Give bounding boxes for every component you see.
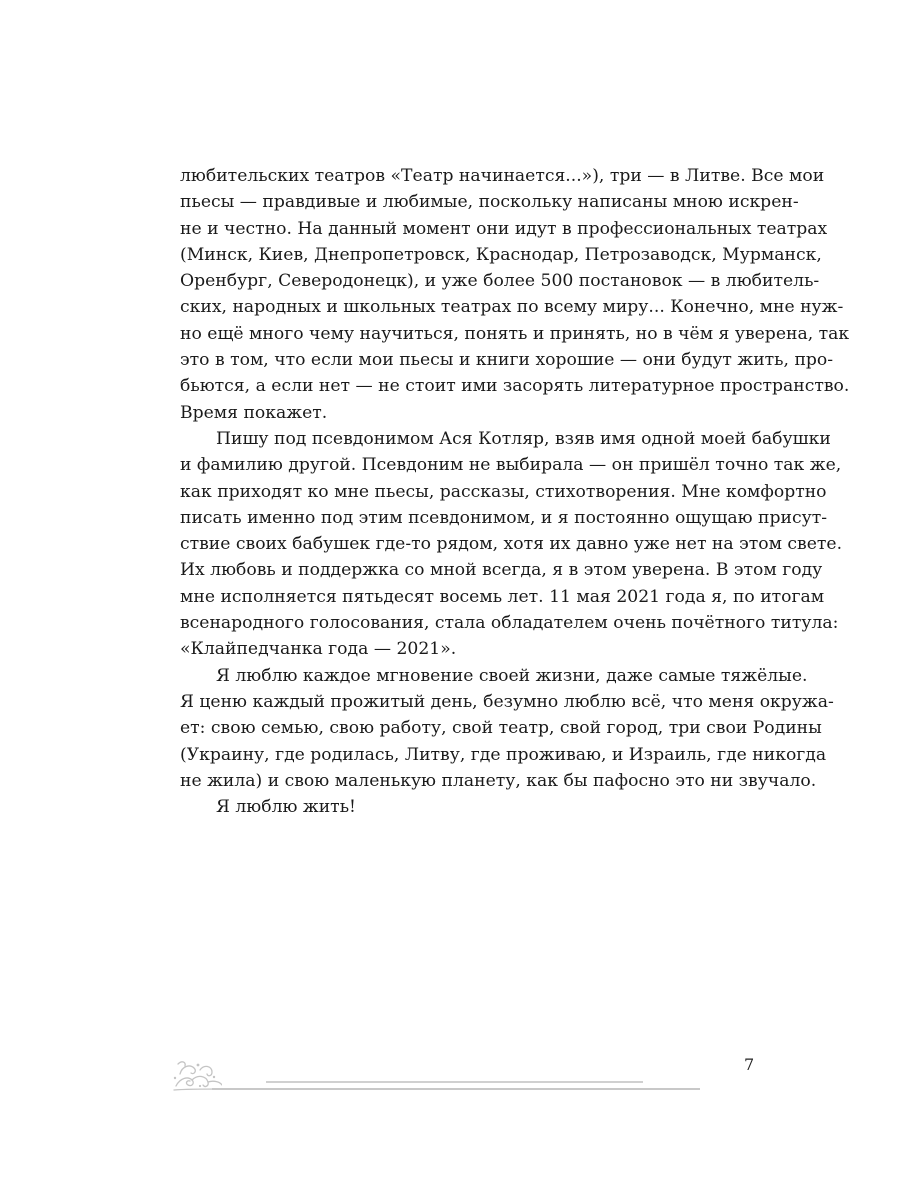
floral-ornament-icon — [170, 1056, 222, 1092]
text-line: ствие своих бабушек где-то рядом, хотя их давно уже нет на этом свете. — [180, 534, 843, 555]
text-line: это в том, что если мои пьесы и книги хорошие — они будут жить, про- — [180, 350, 834, 371]
text-line: Время покажет. — [180, 402, 328, 423]
text-line: (Украину, где родилась, Литву, где проживаю, и Израиль, где никогда — [180, 744, 827, 765]
text-line: писать именно под этим псевдонимом, и я постоянно ощущаю присут- — [180, 507, 828, 528]
paragraph-4 — [180, 794, 758, 820]
page-body-text — [180, 163, 850, 820]
footer-rule-upper — [266, 1081, 643, 1083]
text-line: не и честно. На данный момент они идут в профессиональных театрах — [180, 218, 828, 239]
page-number: 7 — [744, 1055, 755, 1074]
text-line: (Минск, Киев, Днепропетровск, Краснодар, Петрозаводск, Мурманск, — [180, 244, 822, 265]
text-line: мне исполняется пятьдесят восемь лет. 11 мая 2021 года я, по итогам — [180, 586, 825, 607]
text-line: всенародного голосования, стала обладателем очень почётного титула: — [180, 613, 839, 634]
text-line: Пишу под псевдонимом Ася Котляр, взяв имя одной моей бабушки — [216, 428, 831, 449]
text-line: пьесы — правдивые и любимые, поскольку написаны мною искрен- — [180, 192, 799, 213]
text-line: не жила) и свою маленькую планету, как бы пафосно это ни звучало. — [180, 770, 817, 791]
text-line: «Клайпедчанка года — 2021». — [180, 639, 457, 660]
text-line: Я люблю жить! — [216, 797, 356, 818]
text-line: бьются, а если нет — не стоит ими засорять литературное пространство. — [180, 376, 850, 397]
text-line: Их любовь и поддержка со мной всегда, я в этом уверена. В этом году — [180, 560, 823, 581]
paragraph-2 — [180, 426, 843, 663]
paragraph-1 — [180, 163, 850, 426]
text-line: ских, народных и школьных театрах по всему миру... Конечно, мне нуж- — [180, 297, 844, 318]
text-line: ет: свою семью, свою работу, свой театр, свой город, три свои Родины — [180, 718, 822, 739]
text-line: как приходят ко мне пьесы, рассказы, стихотворения. Мне комфортно — [180, 481, 827, 502]
text-line: и фамилию другой. Псевдоним не выбирала — он пришёл точно так же, — [180, 455, 842, 476]
page-footer — [0, 1040, 900, 1110]
text-line: Оренбург, Северодонецк), и уже более 500 постановок — в любитель- — [180, 271, 820, 292]
text-line: Я ценю каждый прожитый день, безумно люблю всё, что меня окружа- — [180, 691, 834, 712]
text-line: любительских театров «Театр начинается...»), три — в Литве. Все мои — [180, 166, 825, 186]
text-line: Я люблю каждое мгновение своей жизни, даже самые тяжёлые. — [216, 665, 808, 686]
paragraph-3 — [180, 663, 834, 794]
footer-rule-lower — [212, 1088, 700, 1090]
text-line: но ещё много чему научиться, понять и принять, но в чём я уверена, так — [180, 323, 850, 344]
